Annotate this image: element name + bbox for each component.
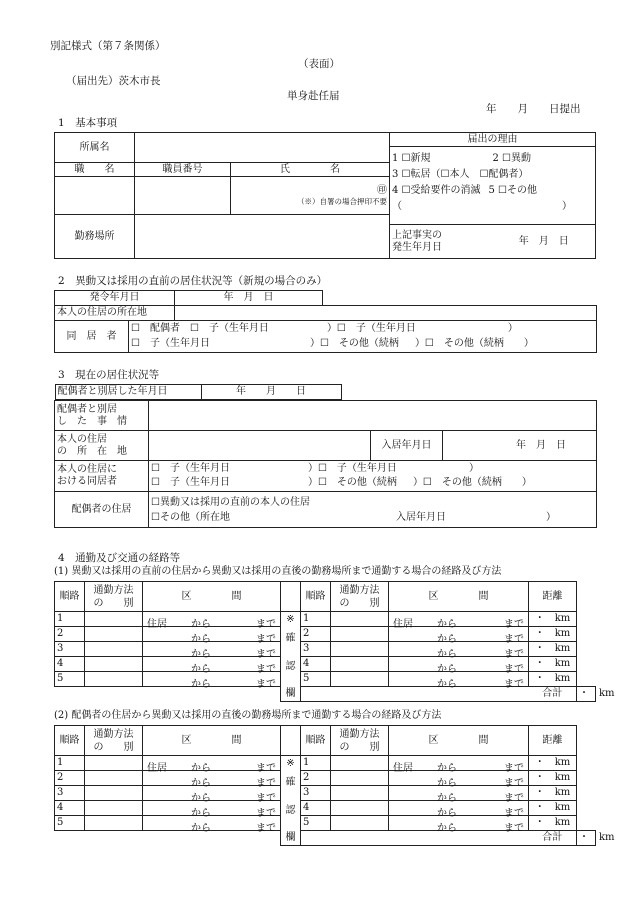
route-row [55,657,596,672]
current-cohab-label: 本人の住居に おける同居者 [55,461,149,492]
form-id: 別記様式（第７条関係） [50,40,166,52]
method-cell-confirm[interactable] [331,612,389,627]
route-number: 4 [55,657,85,672]
total-distance[interactable]: ・ km [577,687,596,702]
to-label: まで [256,793,276,804]
to-label: まで [256,778,276,789]
seal-mark: ㊞ [377,185,387,196]
method-cell-confirm[interactable] [331,786,389,801]
route-number-confirm: 2 [301,771,331,786]
distance-cell[interactable]: ・ km [529,756,577,771]
route-number-confirm: 2 [301,627,331,642]
route-row [55,816,596,831]
method-cell-confirm[interactable] [331,801,389,816]
route-row [55,756,596,771]
route-row [55,642,596,657]
from-label: から [191,679,211,690]
address-label: 本人の住居の所在地 [55,306,175,321]
route-number-confirm: 5 [301,672,331,687]
order-date-field[interactable]: 年 月 日 [175,291,323,306]
spouse-residence-options[interactable]: ☐異動又は採用の直前の本人の住居 ☐その他（所在地 入居年月日 ） [149,492,597,528]
distance-cell[interactable]: ・ km [529,801,577,816]
distance-cell[interactable]: ・ km [529,612,577,627]
from-label: から [191,808,211,819]
section-cell-confirm[interactable]: 住居 から まで [389,756,529,771]
reason-transfer-checkbox[interactable]: 2 ☐異動 [492,153,532,164]
name-field[interactable] [231,177,390,215]
separation-date-field[interactable]: 年 月 日 [201,385,341,400]
route-start: 住居 [147,619,167,630]
section-cell[interactable] [143,612,281,630]
total-label: 合計 [529,831,577,846]
route-number: 3 [55,786,85,801]
confirm-column: ※ 確 認 欄 [281,612,301,702]
side-label: （表面） [298,58,340,70]
confirm-column: ※ 確 認 欄 [281,756,301,846]
to-label: まで [256,808,276,819]
reason-options [390,147,596,225]
confirm-mark: ※ [286,613,295,625]
staff-no-header: 職員番号 [135,163,231,177]
total-label: 合計 [529,687,577,702]
route-number: 5 [55,672,85,687]
method-cell-confirm[interactable] [331,657,389,672]
section-header-confirm: 区 間 [389,582,529,612]
section-2-heading: 2 異動又は採用の直前の居住状況等（新規の場合のみ） [58,275,328,287]
reason-header: 届出の理由 [390,133,596,147]
route-number: 2 [55,771,85,786]
from-label: から [191,619,211,630]
route-number: 1 [55,612,85,627]
document-title: 単身赴任届 [287,90,340,102]
route-number: 1 [55,756,85,771]
name-header: 氏 名 [231,163,390,177]
method-cell[interactable] [85,657,143,672]
move-in-label: 入居年月日 [371,431,443,461]
method-header-confirm: 通勤方法 の 別 [331,726,389,756]
method-cell-confirm[interactable] [331,816,389,831]
method-header-confirm: 通勤方法 の 別 [331,582,389,612]
route-row [55,612,596,627]
to-label: まで [256,679,276,690]
cohab-label: 同 居 者 [55,321,129,353]
total-distance[interactable]: ・ km [577,831,596,846]
route-number: 4 [55,801,85,816]
method-header: 通勤方法 の 別 [85,582,143,612]
route-number: 2 [55,627,85,642]
reason-other-close: ） [562,201,572,212]
cohab-options[interactable]: ☐ 配偶者 ☐ 子（生年月日 ）☐ 子（生年月日 ） ☐ 子（生年月日 ）☐ その他（続柄 ）☐ その他（続柄 ） [129,321,597,353]
section-cell[interactable] [143,771,281,789]
prior-cohab-table [54,320,597,353]
section-cell[interactable] [143,657,281,675]
method-cell[interactable] [85,672,143,687]
separation-date-label: 配偶者と別居した年月日 [55,385,201,400]
distance-cell[interactable]: ・ km [529,672,577,687]
section-cell-confirm[interactable]: から まで [389,657,529,672]
section-1-heading: 1 基本事項 [58,117,118,129]
route-row [55,786,596,801]
to-label: まで [256,664,276,675]
section-cell-confirm[interactable]: から まで [389,801,529,816]
to-label: まで [256,619,276,630]
current-cohab-options[interactable]: ☐ 子（生年月日 ）☐ 子（生年月日 ） ☐ 子（生年月日 ）☐ その他（続柄 ）☐ その他（続柄 ） [149,461,597,492]
rank-header: 職 名 [55,163,135,177]
route-number: 3 [55,642,85,657]
method-cell[interactable] [85,801,143,816]
section-3-heading: 3 現在の居住状況等 [58,369,160,381]
method-cell[interactable] [85,642,143,657]
route-number-confirm: 4 [301,801,331,816]
distance-header: 距離 [529,582,577,612]
seal-note: （※）自署の場合押印不要 [297,197,387,206]
route-number-confirm: 4 [301,657,331,672]
staff-no-field[interactable] [135,177,231,215]
section-cell-confirm[interactable]: から まで [389,672,529,687]
route-number-confirm: 1 [301,612,331,627]
section-header: 区 間 [143,726,281,756]
section-cell[interactable] [143,801,281,819]
reason-table [389,132,596,259]
route-header: 順路 [55,726,85,756]
order-date-label: 発令年月日 [55,291,175,306]
spouse-residence-label: 配偶者の住居 [55,492,149,528]
reason-move-checkbox[interactable]: 3 ☐転居（☐本人 ☐配偶者） [392,169,529,180]
section-cell[interactable] [143,642,281,660]
method-cell[interactable] [85,786,143,801]
route-1-heading: (1) 異動又は採用の直前の住居から異動又は採用の直後の勤務場所まで通勤する場合の経路及び方法 [54,566,502,577]
route-row [55,627,596,642]
section-cell[interactable] [143,756,281,774]
section-cell-confirm[interactable]: から まで [389,816,529,831]
route-number-confirm: 5 [301,816,331,831]
workplace-label: 勤務場所 [55,215,135,259]
reason-lapse-checkbox[interactable]: 4 ☐受給要件の消滅 [392,185,481,196]
from-label: から [191,664,211,675]
distance-cell[interactable]: ・ km [529,771,577,786]
method-cell[interactable] [85,771,143,786]
rank-field[interactable] [55,177,135,215]
to-label: まで [256,763,276,774]
fact-date-field[interactable]: 年 月 日 [493,225,596,259]
method-cell-confirm[interactable] [331,642,389,657]
distance-cell[interactable]: ・ km [529,786,577,801]
from-label: から [191,634,211,645]
basic-info-table [54,132,390,259]
section-cell[interactable] [143,786,281,804]
dept-field[interactable] [135,133,390,163]
current-address-label: 本人の住居 の 所 在 地 [55,431,149,461]
distance-cell[interactable]: ・ km [529,642,577,657]
section-cell-confirm[interactable]: から まで [389,627,529,642]
method-cell[interactable] [85,816,143,831]
route-number: 5 [55,816,85,831]
distance-cell[interactable]: ・ km [529,816,577,831]
method-cell[interactable] [85,612,143,627]
reason-new-checkbox[interactable]: 1 ☐新規 [392,153,431,164]
from-label: から [191,793,211,804]
method-cell-confirm[interactable] [331,771,389,786]
route-2-heading: (2) 配偶者の住居から異動又は採用の直後の勤務場所まで通勤する場合の経路及び方法 [54,710,442,721]
addressee: （届出先）茨木市長 [66,75,161,87]
move-in-field[interactable]: 年 月 日 [443,431,597,461]
section-cell-confirm[interactable]: から まで [389,786,529,801]
method-cell-confirm[interactable] [331,756,389,771]
method-cell[interactable] [85,756,143,771]
address-field[interactable] [175,306,597,321]
route-header: 順路 [55,582,85,612]
fact-date-label: 上記事実の 発生年月日 [390,225,493,259]
to-label: まで [256,634,276,645]
route-start: 住居 [147,763,167,774]
from-label: から [191,649,211,660]
route-header-confirm: 順路 [301,582,331,612]
confirm-mark: ※ [286,757,295,769]
section-cell[interactable] [143,672,281,690]
separation-reason-label: 配偶者と別居 し た 事 情 [55,401,149,431]
workplace-field[interactable] [135,215,390,259]
from-label: から [191,763,211,774]
section-cell[interactable] [143,816,281,834]
method-cell[interactable] [85,627,143,642]
distance-cell[interactable]: ・ km [529,657,577,672]
reason-other-open: （ [392,201,402,212]
method-header: 通勤方法 の 別 [85,726,143,756]
route-number-confirm: 3 [301,786,331,801]
route-row [55,771,596,786]
section-header-confirm: 区 間 [389,726,529,756]
section-cell-confirm[interactable]: から まで [389,771,529,786]
route-header-confirm: 順路 [301,726,331,756]
submission-date[interactable]: 年 月 日提出 [486,103,581,115]
separation-reason-field[interactable] [149,401,597,431]
from-label: から [191,823,211,834]
method-cell-confirm[interactable] [331,627,389,642]
section-cell[interactable] [143,627,281,645]
distance-header: 距離 [529,726,577,756]
from-label: から [191,778,211,789]
prior-residence-table [54,290,597,321]
route-row [55,672,596,687]
to-label: まで [256,823,276,834]
section-cell-confirm[interactable]: から まで [389,642,529,657]
distance-cell[interactable]: ・ km [529,627,577,642]
reason-other-checkbox[interactable]: 5 ☐その他 [488,185,538,196]
section-4-heading: 4 通勤及び交通の経路等 [58,552,181,564]
route-number-confirm: 1 [301,756,331,771]
dept-label: 所属名 [55,133,135,163]
current-residence-table [54,384,597,528]
route-number-confirm: 3 [301,642,331,657]
section-header: 区 間 [143,582,281,612]
current-address-field[interactable] [149,431,371,461]
to-label: まで [256,649,276,660]
section-cell-confirm[interactable]: 住居 から まで [389,612,529,627]
method-cell-confirm[interactable] [331,672,389,687]
route-row [55,801,596,816]
